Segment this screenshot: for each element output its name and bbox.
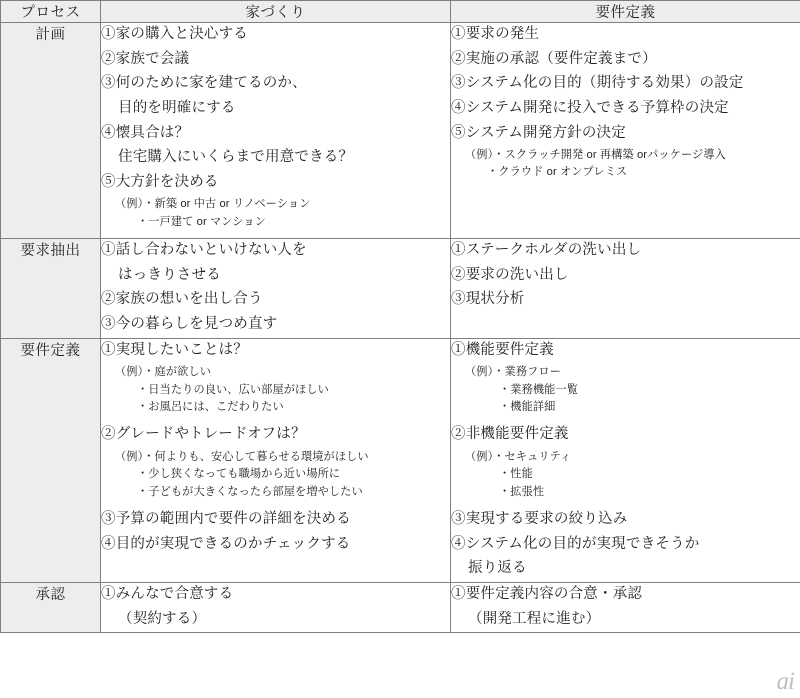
list-item: ①話し合わないといけない人を (101, 242, 307, 259)
item-list (101, 239, 450, 337)
example-line: ・子どもが大きくなったら部屋を増やしたい (137, 485, 363, 498)
column-header-homebuilding: 家づくり (101, 1, 451, 23)
list-item: ②要求の洗い出し (451, 266, 569, 283)
list-item: ①要求の発生 (451, 26, 540, 42)
column-header-process: プロセス (1, 1, 101, 23)
item-list (451, 423, 800, 447)
list-item-continuation: 住宅購入にいくらまで用意できる？ (118, 149, 354, 166)
item-list (101, 508, 450, 556)
list-item: ③システム化の目的（期待する効果）の設定 (451, 75, 744, 92)
cell-plan-requirements (451, 23, 800, 239)
list-item: ②家族の想いを出し合う (101, 291, 263, 308)
process-label-definition: 要件定義 (1, 338, 101, 582)
item-list (451, 239, 800, 312)
process-label-elicitation: 要求抽出 (1, 239, 101, 339)
list-item: ④懐具合は？ (101, 124, 190, 141)
example-line: ・機能詳細 (499, 400, 556, 413)
example-line: （例）・庭が欲しい (115, 366, 211, 379)
table-row (1, 582, 800, 632)
list-item: ③現状分析 (451, 291, 525, 308)
item-list (451, 508, 800, 581)
list-item: ③今の暮らしを見つめ直す (101, 315, 278, 332)
example-line: （例）・セキュリティ (465, 450, 572, 463)
example-line: （例）・スクラッチ開発 or 再構築 orパッケージ導入 (465, 149, 726, 162)
cell-plan-homebuilding (101, 23, 451, 239)
item-list (101, 339, 450, 363)
item-list (451, 583, 800, 631)
example-line: ・性能 (499, 468, 533, 481)
list-item: ②グレードやトレードオフは？ (101, 426, 306, 443)
item-list (451, 23, 800, 145)
column-header-requirements: 要件定義 (451, 1, 800, 23)
list-item-continuation: 振り返る (468, 560, 527, 577)
example-line: （例）・新築 or 中古 or リノベーション (115, 198, 311, 211)
cell-definition-requirements (451, 338, 800, 582)
item-list (101, 583, 450, 631)
list-item: ⑤大方針を決める (101, 173, 219, 190)
cell-approval-requirements (451, 582, 800, 632)
table-body (1, 23, 800, 633)
list-item: ②家族で会議 (101, 50, 190, 67)
item-list (451, 339, 800, 363)
list-item: ⑤システム開発方針の決定 (451, 124, 626, 141)
example-line: ・クラウド or オンプレミス (487, 166, 628, 179)
list-item: ①ステークホルダの洗い出し (451, 242, 642, 259)
example-block (115, 449, 450, 501)
list-item: ③実現する要求の絞り込み (451, 511, 628, 527)
list-item-continuation: 目的を明確にする (118, 99, 236, 116)
example-line: ・拡張性 (499, 485, 545, 498)
item-list (101, 23, 450, 194)
example-line: ・少し狭くなっても職場から近い場所に (137, 468, 341, 481)
example-block (465, 147, 800, 182)
cell-approval-homebuilding (101, 582, 451, 632)
example-block (115, 196, 450, 231)
publisher-logo: ai (776, 668, 794, 695)
cell-definition-homebuilding (101, 338, 451, 582)
example-line: （例）・業務フロー (465, 366, 561, 379)
list-item: ④目的が実現できるのかチェックする (101, 535, 351, 552)
process-label-approval: 承認 (1, 582, 101, 632)
list-item: ②非機能要件定義 (451, 426, 569, 443)
item-list (101, 423, 450, 447)
list-item-continuation: はっきりさせる (118, 266, 221, 283)
list-item: ①要件定義内容の合意・承認 (451, 585, 643, 602)
cell-elicitation-requirements (451, 239, 800, 339)
example-block (465, 364, 800, 416)
example-line: ・業務機能一覧 (499, 383, 579, 396)
table-row (1, 239, 800, 339)
list-item: ①実現したいことは？ (101, 341, 248, 358)
process-label-plan: 計画 (1, 23, 101, 239)
list-item: ②実施の承認（要件定義まで） (451, 50, 657, 67)
example-line: ・一戸建て or マンション (137, 215, 266, 228)
list-item: ③何のために家を建てるのか、 (101, 75, 307, 92)
list-item: ④システム開発に投入できる予算枠の決定 (451, 99, 729, 116)
list-item: ①家の購入と決心する (101, 26, 248, 42)
list-item: ④システム化の目的が実現できそうか (451, 535, 700, 552)
table-header (1, 1, 800, 23)
table-row (1, 338, 800, 582)
list-item-continuation: （契約する） (118, 610, 207, 627)
list-item: ①機能要件定義 (451, 341, 554, 358)
cell-elicitation-homebuilding (101, 239, 451, 339)
table-header-row (1, 1, 800, 23)
table-row (1, 23, 800, 239)
list-item-continuation: （開発工程に進む） (468, 610, 601, 627)
example-block (115, 364, 450, 416)
list-item: ③予算の範囲内で要件の詳細を決める (101, 511, 351, 527)
example-line: ・日当たりの良い、広い部屋がほしい (137, 383, 329, 396)
example-line: ・お風呂には、こだわりたい (137, 400, 284, 413)
example-block (465, 449, 800, 501)
list-item: ①みんなで合意する (101, 585, 234, 602)
example-line: （例）・何よりも、安心して暮らせる環境がほしい (115, 450, 369, 463)
